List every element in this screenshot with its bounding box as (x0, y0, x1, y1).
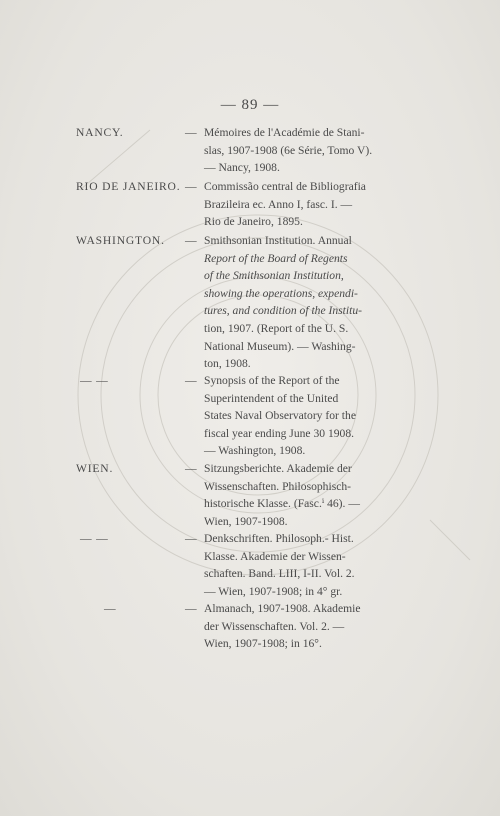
entry-line: Synopsis of the Report of the (204, 374, 340, 387)
entry-description (204, 372, 386, 460)
entry-line: Wissenschaften. Philosophisch- (204, 479, 352, 493)
separator-dash: — (185, 532, 197, 545)
place-ditto: — — (80, 374, 109, 387)
entry-line: States Naval Observatory for the (204, 409, 356, 423)
entry-line: tion, 1907. (Report of the U. S. (204, 321, 349, 335)
place-ditto: — (104, 602, 117, 615)
entry-line: showing the operations, expendi- (204, 286, 358, 300)
entry-line: — Nancy, 1908. (204, 161, 280, 175)
entry-line: fiscal year ending June 30 1908. (204, 426, 355, 440)
separator-dash: — (185, 462, 197, 475)
entry-line: Rio de Janeiro, 1895. (204, 215, 303, 229)
entry-line: Denkschriften. Philosoph.- Hist. (204, 532, 354, 545)
entry-description (204, 124, 386, 177)
entry-line: Smithsonian Institution. Annual (204, 234, 352, 247)
separator-dash: — (185, 602, 197, 615)
separator-dash: — (185, 126, 197, 139)
entry-line: Report of the Board of Regents (204, 251, 348, 265)
entry-line: National Museum). — Washing- (204, 339, 356, 353)
place-name: NANCY. (76, 126, 124, 139)
separator-dash: — (185, 374, 197, 387)
entry-line: der Wissenschaften. Vol. 2. — (204, 619, 345, 633)
entry-line: of the Smithsonian Institution, (204, 269, 344, 283)
entry-description (204, 530, 386, 600)
entry-description (204, 232, 386, 373)
place-name: RIO DE JANEIRO. (76, 180, 181, 193)
separator-dash: — (185, 180, 197, 193)
entry-line: Sitzungsberichte. Akademie der (204, 462, 352, 475)
entry-line: Brazileira ec. Anno I, fasc. I. — (204, 197, 353, 211)
entry-line: Superintendent of the United (204, 391, 339, 405)
place-name: WASHINGTON. (76, 234, 165, 247)
place-name: WIEN. (76, 462, 114, 475)
entry-line: Mémoires de l'Académie de Stani- (204, 126, 365, 139)
place-ditto: — — (80, 532, 109, 545)
entry-line: Almanach, 1907-1908. Akademie (204, 602, 361, 615)
entry-description (204, 460, 386, 530)
entry-line: tures, and condition of the Institu- (204, 304, 363, 318)
separator-dash: — (185, 234, 197, 247)
entry-line: historische Klasse. (Fasc.ⁱ 46). — (204, 497, 360, 511)
entry-line: schaften. Band. LIII, I-II. Vol. 2. (204, 567, 355, 581)
entry-line: Wien, 1907-1908; in 16°. (204, 637, 322, 651)
page-number: — 89 — (220, 97, 280, 113)
entry-line: Wien, 1907-1908. (204, 514, 288, 528)
entry-line: ton, 1908. (204, 357, 251, 371)
entry-line: Klasse. Akademie der Wissen- (204, 549, 346, 563)
entry-description (204, 178, 386, 231)
entry-description (204, 600, 386, 653)
entry-line: Commissão central de Bibliografia (204, 180, 366, 193)
entry-line: — Wien, 1907-1908; in 4° gr. (204, 584, 343, 598)
entry-line: slas, 1907-1908 (6e Série, Tomo V). (204, 143, 373, 157)
entry-line: — Washington, 1908. (204, 444, 306, 458)
